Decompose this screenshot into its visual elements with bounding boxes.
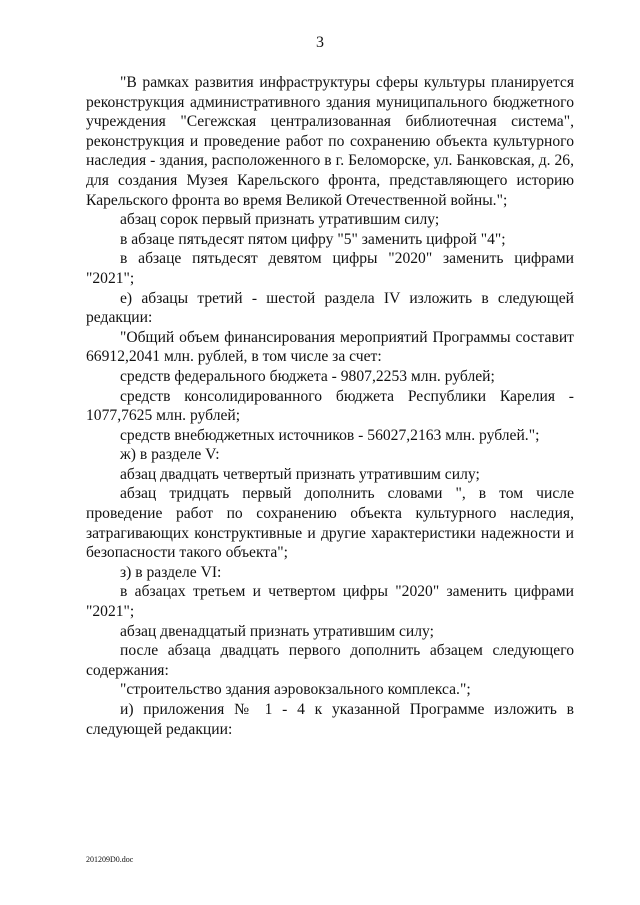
paragraph: абзац тридцать первый дополнить словами ", в том числе проведение работ по сохранению объекта культурного наследия, затрагивающих конструктивные и другие характеристики надежности и безопасности такого объекта";	[86, 485, 574, 562]
paragraph: "В рамках развития инфраструктуры сферы культуры планируется реконструкция административного здания муниципального бюджетного учреждения "Сегежская централизованная библиотечная система", реконструкция и проведение работ по сохранению объекта культурного наследия - здания, расположенного в г. Беломорске, ул. Банковская, д. 26, для создания Музея Карельского фронта, представляющего историю Карельского фронта во время Великой Отечественной войны.";	[86, 74, 574, 209]
paragraph: в абзаце пятьдесят пятом цифру "5" заменить цифрой "4";	[120, 230, 506, 248]
paragraph: средств внебюджетных источников - 56027,2163 млн. рублей.";	[120, 426, 540, 444]
paragraph: е) абзацы третий - шестой раздела IV изложить в следующей редакции:	[86, 289, 574, 327]
paragraph: в абзацах третьем и четвертом цифры "2020" заменить цифрами "2021";	[86, 583, 574, 621]
paragraph: средств консолидированного бюджета Республики Карелия - 1077,7625 млн. рублей;	[86, 387, 574, 425]
paragraph: абзац двадцать четвертый признать утратившим силу;	[120, 465, 480, 483]
document-body	[86, 73, 574, 739]
paragraph: з) в разделе VI:	[120, 563, 222, 581]
page-number: 3	[316, 34, 324, 51]
paragraph: после абзаца двадцать первого дополнить абзацем следующего содержания:	[86, 642, 574, 679]
footer-file-code: 201209D0.doc	[86, 855, 134, 864]
paragraph: средств федерального бюджета - 9807,2253 млн. рублей;	[120, 367, 495, 385]
paragraph: "строительство здания аэровокзального комплекса.";	[120, 681, 471, 699]
paragraph: и) приложения № 1 - 4 к указанной Программе изложить в следующей редакции:	[86, 701, 574, 738]
paragraph: абзац двенадцатый признать утратившим силу;	[120, 622, 434, 640]
paragraph: абзац сорок первый признать утратившим силу;	[120, 211, 440, 229]
paragraph: ж) в разделе V:	[120, 446, 220, 464]
paragraph: в абзаце пятьдесят девятом цифры "2020" заменить цифрами "2021";	[86, 250, 574, 287]
paragraph: "Общий объем финансирования мероприятий Программы составит 66912,2041 млн. рублей, в том числе за счет:	[86, 328, 574, 366]
